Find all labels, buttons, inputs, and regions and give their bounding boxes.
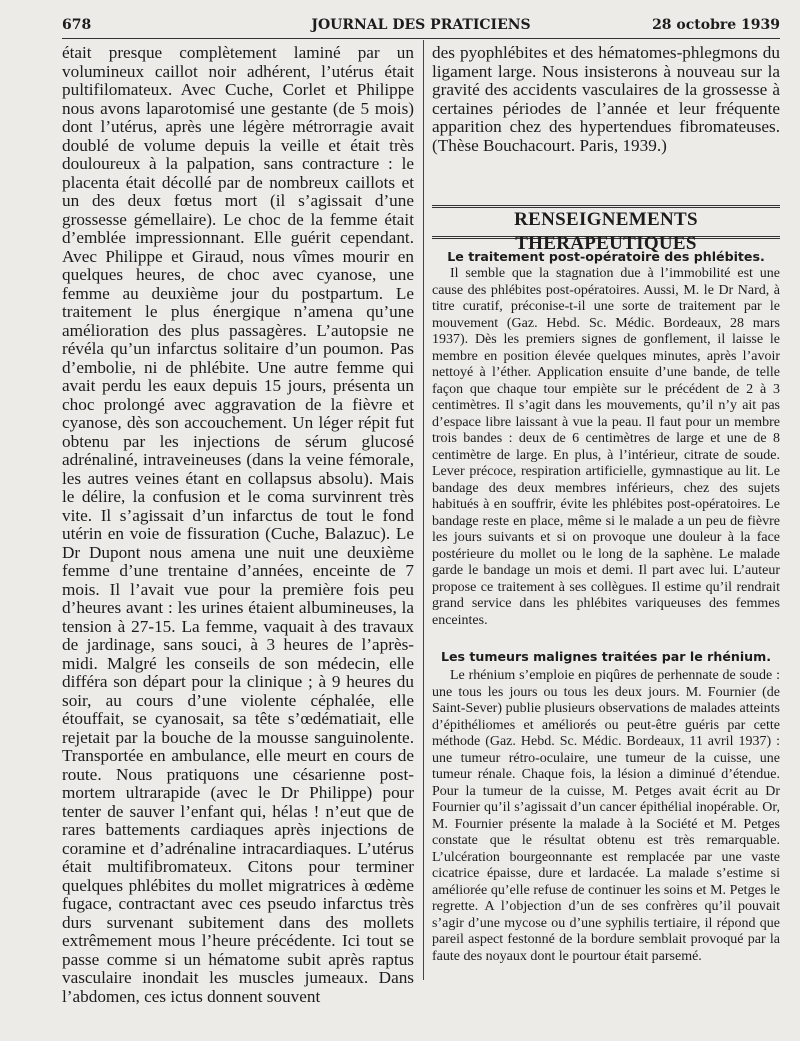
article-text-phlebites: Il semble que la stagnation due à l’immobilité est une cause des phlébites post-opératoires. Aussi, M. le Dr Nard, à titre curatif, préconise-t-il une sorte de traitement par le mouvement (Gaz. Hebd. Sc. Médic. Bordeaux, 28 mars 1937). Dès les premiers signes de gonflement, il laisse le membre en position élevée quelques minutes, après l’avoir nettoyé à l’éther. Application ensuite d’une bande, de telle façon que chaque tour empiète sur le précédent de 2 à 3 centimètres. Il s’agit dans les mouvements, qu’il n’y ait pas d’espace libre laissant à vue la peau. Il faut pour un membre trois bandes : deux de 6 centimètres de large et une de 8 centimètre de large. En plus, à l’intérieur, citrate de soude. Lever précoce, respiration artificielle, gymnastique au lit. Le bandage des deux membres inférieurs, chez des sujets habitués à en souffrir, évite les phlébites post-opératoires. Le bandage reste en place, même si le malade a un peu de fièvre les jours suivants et si on provoque une douleur à la face postérieure du mollet ou le long de la saphène. Le malade garde le bandage un mois et demi. Il part avec lui. L’auteur propose ce traitement à ses collègues. Il estime qu’il rendrait grand service dans les phlébites variqueuses des femmes enceintes.	[432, 266, 780, 628]
article-body-phlebites	[432, 266, 780, 629]
article-title-phlebites: Le traitement post-opératoire des phlébites.	[447, 249, 765, 264]
issue-date: 28 octobre 1939	[652, 17, 780, 33]
page-header	[62, 14, 780, 40]
left-column-text: était presque complètement laminé par un volumineux caillot noir adhérent, l’utérus était pultifilomateux. Avec Cuche, Corlet et Philippe nous avons laparotomisé une gestante (de 5 mois) dont l’utérus, après une légère métrorragie avait doublé de volume depuis la veille et était très douloureux à la palpation, sans contracture : le placenta était décollé par de nombreux caillots et un des deux fœtus mort (il s’agissait d’une grossesse gémellaire). Le choc de la femme était d’emblée impressionnant. Elle guérit cependant. Avec Philippe et Giraud, nous vîmes mourir en quelques heures, de choc avec cyanose, une femme au deuxième jour du postpartum. Le traitement le plus énergique n’amena qu’une amélioration des plus passagères. L’autopsie ne révéla qu’un infarctus solitaire d’un poumon. Pas d’embolie, ni de phlébite. Une autre femme qui avait perdu les eaux depuis 15 jours, présenta un choc prolongé avec aggravation de la fièvre et cyanose, dès son accouchement. Un léger répit fut obtenu par les injections de sérum glucosé adrénaliné, intraveineuses (dans la veine fémorale, les autres veines étant en collapsus absolu). Mais le délire, la confusion et le coma survinrent très vite. Il s’agissait d’un infarctus de tout le fond utérin en voie de fissuration (Cuche, Balazuc). Le Dr Dupont nous amena une nuit une deuxième femme d’une trentaine d’années, enceinte de 7 mois. Il l’avait vue pour la première fois peu d’heures avant : les urines étaient albumineuses, la tension à 27-15. La femme, vaquait à des travaux de jardinage, sans souci, à 3 heures de l’après-midi. Malgré les conseils de son médecin, elle différa son départ pour la clinique ; à 9 heures du soir, au cours d’une violente céphalée, elle étouffait, se cyanosait, sa tête s’œdématiait, elle rejetait par la bouche de la mousse sanguinolente. Transportée en ambulance, elle meurt en cours de route. Nous pratiquons une césarienne post-mortem ultrarapide (avec le Dr Philippe) pour tenter de sauver l’enfant qui, hélas ! n’eut que de rares battements cardiaques après injections de coramine et d’adrénaline intracardiaques. L’utérus était multifibromateux. Citons pour terminer quelques phlébites du mollet migratrices à œdème fugace, contractant avec ces pseudo infarctus très durs survenant subitement dans des mollets extrêmement mous l’heure précédente. Ici tout se passe comme si un hématome subit après raptus vasculaire inondait les muscles jumeaux. Dans l’abdomen, ces ictus donnent souvent	[62, 43, 414, 1006]
column-divider	[423, 40, 424, 980]
header-rule	[62, 38, 780, 39]
article-text-rhenium: Le rhénium s’emploie en piqûres de perhennate de soude : une tous les jours ou tous les deux jours. M. Fournier (de Saint-Sever) publie plusieurs observations de malades atteints d’épithéliomes et améliorés ou peut-être guéris par cette méthode (Gaz. Hebd. Sc. Médic. Bordeaux, 11 avril 1937) : une tumeur rétro-oculaire, une tumeur de la cuisse, une tumeur rénale. Chaque fois, la lésion a diminué d’étendue. Pour la tumeur de la cuisse, M. Petges avait écrit au Dr Fournier qu’il s’agissait d’un cancer épithélial inopérable. Or, M. Fournier présente la malade à la Société et M. Petges constate que le résultat obtenu est très remarquable. L’ulcération bourgeonnante est remplacée par une vaste cicatrice épaisse, dure et lardacée. La malade s’estime si améliorée qu’elle refuse de continuer les soins et M. Petges le regrette. A l’objection d’un de ses confrères qu’il pouvait s’agir d’une mycose ou d’une syphilis tertiaire, il répond que pareil aspect festonné de la bordure semblait provoqué par la faute des noyaux dont le pourtour était parsemé.	[432, 668, 780, 964]
intro-text: des pyophlébites et des hématomes-phlegmons du ligament large. Nous insisterons à nouveau sur la gravité des accidents vasculaires de la grossesse à certaines périodes de l’année et leur fréquente apparition chez des hypertendues fibromateuses. (Thèse Bouchacourt. Paris, 1939.)	[432, 43, 780, 155]
article-body-rhenium	[432, 668, 780, 965]
left-column	[62, 44, 414, 1006]
right-column-intro	[432, 44, 780, 155]
page-number: 678	[62, 17, 92, 33]
journal-title: JOURNAL DES PRATICIENS	[311, 17, 531, 33]
section-title: RENSEIGNEMENTS THERAPEUTIQUES	[432, 205, 780, 239]
article-title-rhenium: Les tumeurs malignes traitées par le rhénium.	[440, 649, 772, 664]
